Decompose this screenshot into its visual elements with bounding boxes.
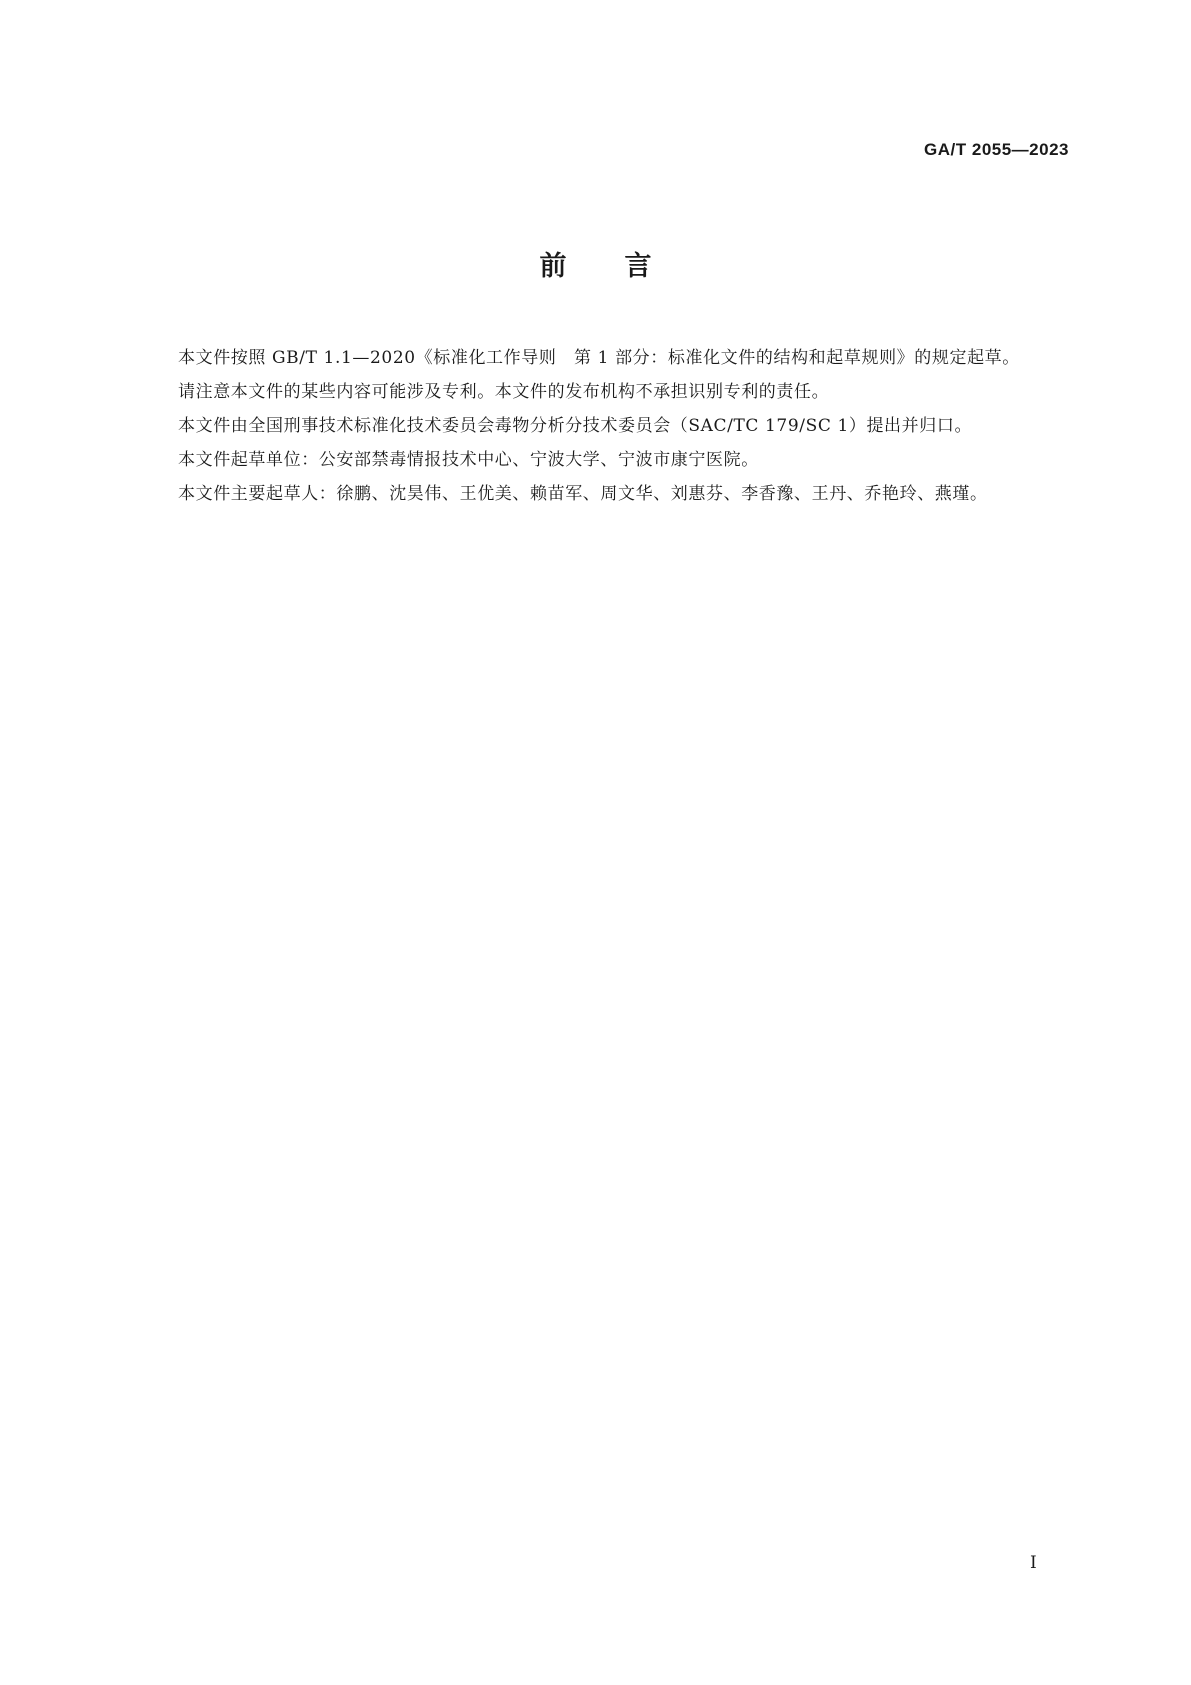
paragraph-drafters: 本文件主要起草人：徐鹏、沈昊伟、王优美、赖苗军、周文华、刘惠芬、李香豫、王丹、乔艳玲、燕瑾。 [178, 484, 988, 504]
paragraph-proposer: 本文件由全国刑事技术标准化技术委员会毒物分析分技术委员会（SAC/TC 179/SC 1）提出并归口。 [178, 416, 973, 436]
standard-number: GA/T 2055—2023 [924, 140, 1069, 159]
paragraph-drafting-rules: 本文件按照 GB/T 1.1—2020《标准化工作导则 第 1 部分：标准化文件的结构和起草规则》的规定起草。 [178, 348, 1020, 368]
foreword-body [144, 343, 1066, 513]
paragraph-drafting-units: 本文件起草单位：公安部禁毒情报技术中心、宁波大学、宁波市康宁医院。 [178, 450, 759, 470]
page-title: 前言 [539, 251, 710, 282]
page-number: I [1030, 1553, 1037, 1573]
paragraph-patent-notice: 请注意本文件的某些内容可能涉及专利。本文件的发布机构不承担识别专利的责任。 [178, 382, 830, 402]
